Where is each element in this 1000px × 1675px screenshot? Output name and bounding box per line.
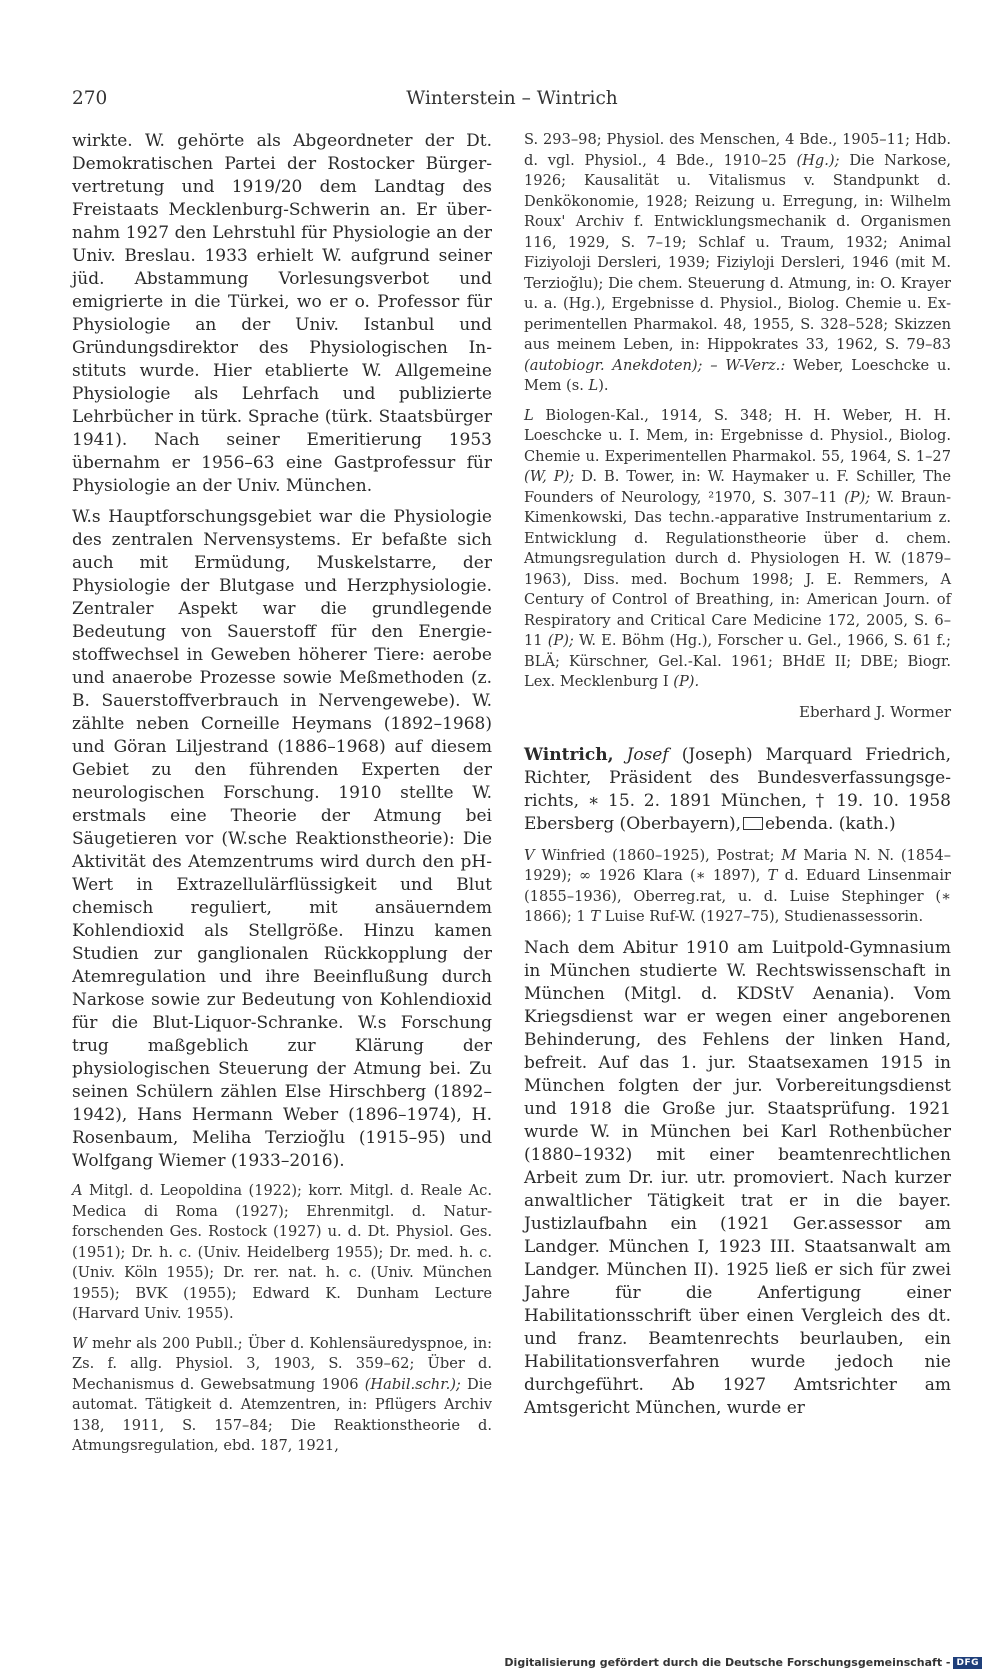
family-text: Winfried (1860–1925), Postrat; [541, 846, 775, 864]
works-text-italic: (autobiogr. Anekdoten); – W-Verz.: [524, 356, 786, 374]
literature-text-italic: (P). [673, 673, 700, 690]
entry-surname: Wintrich, [524, 744, 614, 765]
section-label: V [524, 846, 535, 864]
works-text: mehr als 200 Publl.; Über d. Kohlensäuredyspnoe, in: Zs. f. allg. Physiol. 3, 1903, S. 359–62; Über d. Mechanismus d. Gewebsatmung 1906 [72, 1334, 493, 1393]
body-paragraph: wirkte. W. gehörte als Abgeordneter der Dt. Demokratischen Partei der Rostocker Bürgervertretung und 1919/20 dem Landtag des Freistaats Mecklenburg-Schwerin an. Er übernahm 1927 den Lehrstuhl für Physiologie an der Univ. Breslau. 1933 erhielt W. aufgrund seiner jüd. Abstammung Vorlesungsverbot und emigrierte in die Türkei, wo er o. Professor für Physiologie an der Univ. Istanbul und Gründungsdirektor des Physiologischen Instituts wurde. Hier etablierte W. Allgemeine Physiologie als Lehrfach und publizierte Lehrbücher in türk. Sprache (türk. Staatsbürger 1941). Nach seiner Emeritierung 1953 übernahm er 1956–63 eine Gastprofessur für Physiologie an der Univ. München. [72, 131, 492, 496]
family-entry [524, 846, 951, 928]
page-number: 270 [72, 88, 108, 109]
works-continuation [524, 130, 951, 397]
literature-text: W. Braun-Kimenkowski, Das techn.-apparative Instrumentarium z. Entwicklung d. Regulationstheorie über d. chem. Atmungsregulation durch d. Physiologen H. W. (1879–1963), Diss. med. Bochum 1998; J. E. Remmers, A Century of Control of Breathing, in: American Journ. of Respiratory and Critical Care Medicine 172, 2005, S. 6–11 [524, 488, 952, 649]
entry-heading-text: (Joseph) Marquard Friedrich, Richter, Präsident des Bundesverfassungsgerichts, ∗ 15. 2. 1891 München, † 19. 10. 1958 Ebersberg (Oberbayern), [524, 744, 952, 834]
family-text: d. Eduard Linsenmair (1855–1936), Oberreg.rat, u. d. Luise Stephinger (∗ 1866); 1 [524, 867, 952, 925]
works-text-italic: (Hg.); [796, 151, 840, 169]
burial-symbol-icon [743, 817, 763, 830]
works-entry [72, 1334, 492, 1457]
bibliography-block [72, 1181, 492, 1457]
footer-text: Digitalisierung gefördert durch die Deutsche Forschungsgemeinschaft - [504, 1656, 951, 1669]
section-label: A [72, 1182, 83, 1199]
works-text: Die Narkose, 1926; Kausalität u. Vitalismus v. Standpunkt d. Denkökonomie, 1928; Reizung u. Erregung, in: Wilhelm Roux' Archiv f. Entwicklungsmechanik d. Organismen 116, 1929, S. 7–19; Schlaf u. Traum, 1932; Animal Fiziyoloji Dersleri, 1939; Fiziyloji Dersleri, 1946 (mit M. Terzioğlu); Die chem. Steuerung d. Atmung, in: O. Krayer u. a. (Hg.), Ergebnisse d. Physiol., Biolog. Chemie u. Experimentellen Pharmakol. 48, 1955, S. 328–528; Skizzen aus meinem Leben, in: Hippokrates 33, 1962, S. 79–83 [524, 151, 952, 353]
literature-text: D. B. Tower, in: W. Haymaker u. F. Schiller, The Founders of Neurology, ²1970, S. 307–11 [524, 468, 951, 506]
works-text-italic: (Habil.schr.); [364, 1375, 461, 1393]
works-text: ). [598, 377, 609, 394]
right-column [524, 130, 951, 1428]
dfg-logo: DFG [953, 1657, 982, 1669]
section-label: T [767, 867, 778, 884]
literature-text-italic: (W, P); [524, 468, 575, 485]
left-column [72, 130, 492, 1466]
awards-text: Mitgl. d. Leopoldina (1922); korr. Mitgl. d. Reale Ac. Medica di Roma (1927); Ehrenmitgl. d. Naturforschenden Ges. Rostock (1927) u. d. Dt. Physiol. Ges. (1951); Dr. h. c. (Univ. Heidelberg 1955); Dr. med. h. c. (Univ. Köln 1955); Dr. rer. nat. h. c. (Univ. München 1955); BVK (1955); Edward K. Dunham Lecture (Harvard Univ. 1955). [72, 1182, 492, 1322]
family-text: Maria N. N. (1854–1929); ∞ 1926 Klara (∗ 1897), [524, 846, 952, 884]
literature-text: W. E. Böhm (Hg.), Forscher u. Gel., 1966, S. 61 f.; BLÄ; Kürschner, Gel.-Kal. 1961; BHdE II; DBE; Biogr. Lex. Mecklenburg I [524, 632, 951, 690]
body-paragraph: Nach dem Abitur 1910 am Luitpold-Gymnasium in München studierte W. Rechtswissenschaft in München (Mitgl. d. KDStV Aenania). Vom Kriegsdienst war er wegen einer angeborenen Behinderung, des Fehlens der linken Hand, befreit. Auf das 1. jur. Staatsexamen 1915 in München folgten der jur. Vorbereitungsdienst und 1918 die Große jur. Staatsprüfung. 1921 wurde W. in München bei Karl Rothenbücher (1880–1932) mit einer beamtenrechtlichen Arbeit zum Dr. iur. utr. promoviert. Nach kurzer anwaltlicher Tätigkeit trat er in die bayer. Justizlaufbahn ein (1921 Ger.assessor am Landger. München I, 1923 III. Staatsanwalt am Landger. München II). 1925 ließ er sich für zwei Jahre für die Anfertigung einer Habilitationsschrift über einen Vergleich des dt. und franz. Beamtenrechts beurlauben, ein Habilitationsverfahren wurde jedoch nie durchgeführt. Ab 1927 Amtsrichter am Amtsgericht München, wurde er [524, 937, 951, 1418]
family-block [524, 846, 951, 928]
literature-text: Biologen-Kal., 1914, S. 348; H. H. Weber, H. H. Loeschcke u. I. Mem, in: Ergebnisse d. Physiol., Biolog. Chemie u. Experimentellen Pharmakol. 55, 1964, S. 1–27 [524, 406, 952, 465]
entry-firstname: Josef [626, 744, 669, 765]
section-label: M [781, 846, 797, 864]
works-text: Die automat. Tätigkeit d. Atemzentren, in: Pflügers Archiv 138, 1911, S. 157–84; Die Reaktionstheorie d. Atmungsregulation, ebd. 187, 1921, [72, 1375, 493, 1454]
running-title: Winterstein – Wintrich [406, 88, 618, 109]
entry-heading [524, 744, 951, 836]
bibliography-block [524, 130, 951, 693]
works-text-italic: L [588, 377, 599, 394]
works-text: Weber, Loeschcke u. Mem (s. [524, 356, 951, 394]
section-label: W [72, 1334, 87, 1352]
page-footer [504, 1656, 982, 1669]
family-text: Luise Ruf-W. (1927–75), Studienassessorin. [604, 908, 924, 925]
author-signature: Eberhard J. Wormer [799, 702, 951, 721]
section-label: T [590, 908, 601, 925]
body-paragraph: W.s Hauptforschungsgebiet war die Physiologie des zentralen Nervensystems. Er befaßte sich auch mit Ermüdung, Muskelstarre, der Physiologie der Blutgase und Herzphysiologie. Zentraler Aspekt war die grundlegende Bedeutung von Sauerstoff für den Energiestoffwechsel in Geweben höherer Tiere: aerobe und anaerobe Prozesse sowie Meßmethoden (z. B. Sauerstoffverbrauch in Nervengewebe). W. zählte neben Corneille Heymans (1892–1968) und Göran Liljestrand (1886–1968) auf diesem Gebiet zu den führenden Experten der neurologischen Forschung. 1910 stellte W. erstmals eine Theorie der Atmung bei Säugetieren vor (W.sche Reaktionstheorie): Die Aktivität des Atemzentrums wird durch den pH-Wert in Extrazellulärflüssigkeit und Blut chemisch reguliert, mit ansäuerndem Kohlendioxid als Stellgröße. Hinzu kamen Studien zur ganglionalen Rückkopplung der Atemregulation und ihre Beeinflußung durch Narkose sowie zur Bedeutung von Kohlendioxid für die Blut-Liquor-Schranke. W.s Forschung trug maßgeblich zur Klärung der physiologischen Steuerung der Atmung bei. Zu seinen Schülern zählen Else Hirschberg (1892–1942), Hans Hermann Weber (1896–1974), H. Rosenbaum, Meliha Terzioğlu (1915–95) und Wolfgang Wiemer (1933–2016). [72, 507, 492, 1171]
awards-entry [72, 1181, 492, 1325]
literature-text-italic: (P); [547, 632, 574, 649]
literature-text-italic: (P); [844, 488, 871, 506]
entry-heading-text: ebenda. (kath.) [765, 813, 896, 834]
section-label: L [524, 406, 534, 424]
works-text: S. 293–98; Physiol. des Menschen, 4 Bde., 1905–11; Hdb. d. vgl. Physiol., 4 Bde., 1910–25 [524, 131, 951, 169]
literature-entry [524, 406, 951, 693]
page-header [72, 88, 952, 116]
